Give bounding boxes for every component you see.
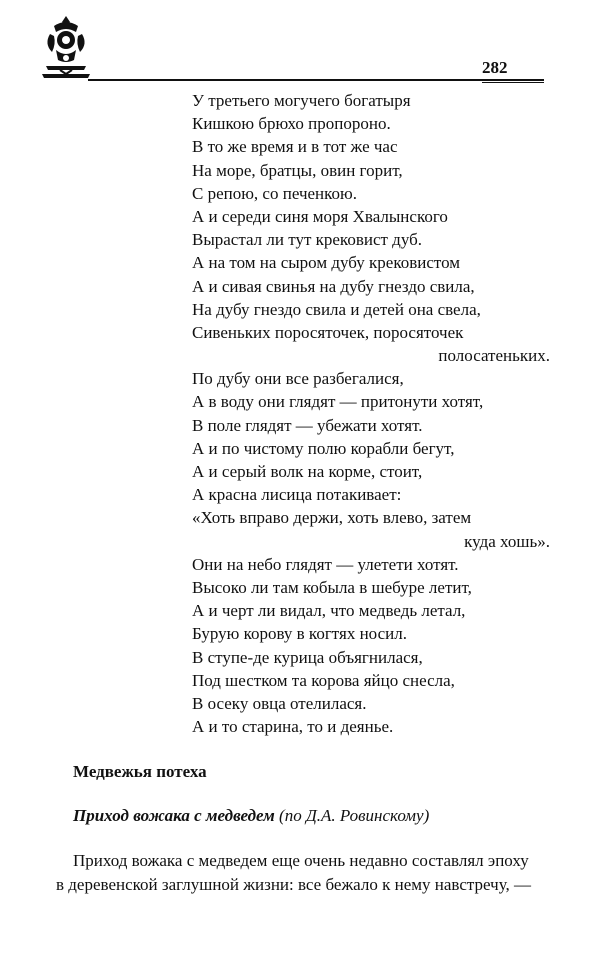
poem-line: В ступе-де курица объягнилася, [192, 647, 423, 667]
poem-line: Бурую корову в когтях носил. [192, 624, 407, 644]
poem-line: А и серый волк на корме, стоит, [192, 462, 423, 481]
poem-line: А на том на сыром дубу крековистом [192, 253, 461, 273]
poem-line: Под шестком та корова яйцо снесла, [192, 670, 455, 690]
subheading-source: (по Д.А. Ровинскому) [279, 806, 430, 825]
poem-line: Сивеньких поросяточек, поросяточек [192, 322, 464, 342]
poem-line: А и то старина, то и деянье. [192, 717, 394, 737]
poem-line: На дубу гнездо свила и детей она свела, [192, 299, 481, 319]
poem-line: А и по чистому полю корабли бегут, [192, 438, 455, 458]
poem-line: Кишкою брюхо пропороно. [192, 114, 391, 134]
poem-line: В осеку овца отелилася. [192, 693, 367, 713]
poem-line: В то же время и в тот же час [192, 137, 398, 157]
poem-line: На море, братцы, овин горит, [192, 160, 403, 180]
poem-line: В поле глядят — убежати хотят. [192, 415, 423, 435]
subheading-title: Приход вожака с медведем [73, 806, 275, 825]
paragraph-line: в деревенской заглушной жизни: все бежало к нему навстречу, — [56, 875, 531, 894]
poem-line: А и сивая свинья на дубу гнездо свила, [192, 276, 475, 296]
ornamental-crest-icon [40, 14, 92, 80]
section-heading: Медвежья потеха [73, 762, 207, 781]
poem-line: По дубу они все разбегалися, [192, 369, 404, 389]
poem-line: А красна лисица потакивает: [192, 485, 402, 505]
page-number: 282 [482, 58, 508, 77]
page-number-underline [482, 82, 544, 83]
poem-line: полосатеньких. [438, 346, 550, 366]
poem-line: Высоко ли там кобыла в шебуре летит, [192, 577, 472, 597]
poem-line: У третьего могучего богатыря [192, 91, 411, 110]
poem-line: А в воду они глядят — притонути хотят, [192, 392, 484, 412]
poem-line: «Хоть вправо держи, хоть влево, затем [192, 508, 472, 528]
section-subheading [73, 806, 429, 826]
header-rule [88, 79, 544, 81]
paragraph-line: Приход вожака с медведем еще очень недавно составлял эпоху [73, 851, 529, 870]
body-paragraph [56, 849, 543, 897]
poem-line: Они на небо глядят — улетети хотят. [192, 554, 459, 574]
poem-line: А и середи синя моря Хвалынского [192, 206, 448, 226]
poem [192, 89, 552, 738]
poem-line: куда хошь». [464, 531, 550, 551]
poem-line: С репою, со печенкою. [192, 183, 357, 203]
poem-line: А и черт ли видал, что медведь летал, [192, 601, 466, 621]
poem-line: Вырастал ли тут крековист дуб. [192, 230, 423, 250]
